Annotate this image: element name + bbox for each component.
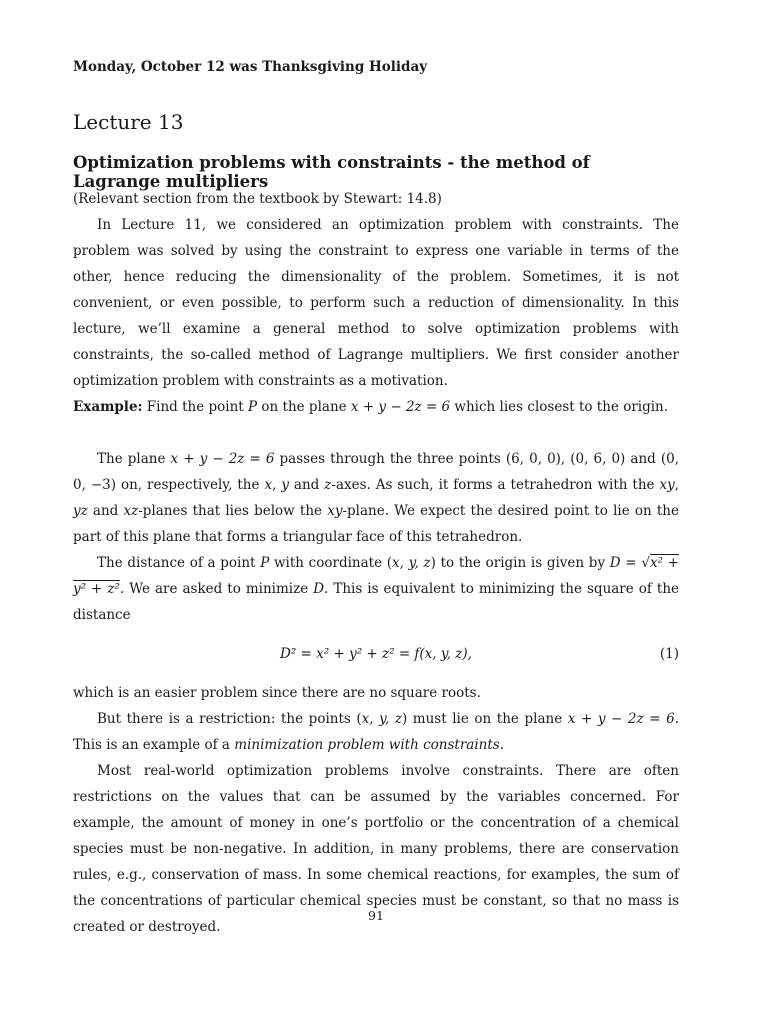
equation-number: (1): [659, 646, 679, 662]
body-text: [73, 186, 679, 940]
realworld-paragraph: Most real-world optimization problems involve constraints. There are often restrictions on the values that can be assumed by the variables concerned. For example, the amount of money in one’s portfolio or the concentration of a chemical species must be non-negative. In addition, in many problems, there are conservation rules, e.g., conservation of mass. In some chemical reactions, for examples, the sum of the concentrations of particular chemical species must be constant, so that no mass is created or destroyed.: [73, 763, 679, 935]
easier-text: which is an easier problem since there are no square roots.: [73, 685, 481, 701]
emphasis-text: minimization problem with constraints: [234, 737, 500, 753]
lecture-title: Lecture 13: [73, 110, 184, 134]
section-title: Optimization problems with constraints - the method of Lagrange multipliers: [73, 153, 590, 191]
spacer: [73, 420, 679, 446]
page-number: 91: [368, 908, 384, 923]
equation-text: D² = x² + y² + z² = f(x, y, z),: [280, 646, 472, 662]
textbook-reference: (Relevant section from the textbook by Stewart: 14.8): [73, 191, 442, 207]
equation-1: [73, 628, 679, 680]
holiday-note: Monday, October 12 was Thanksgiving Holiday: [73, 59, 428, 75]
distance-paragraph: The distance of a point P with coordinate (x, y, z) to the origin is given by D = √x² + y² + z². We are asked to minimize D. This is equivalent to minimizing the square of the distance: [73, 555, 679, 623]
restriction-paragraph: But there is a restriction: the points (x, y, z) must lie on the plane x + y − 2z = 6. This is an example of a minimization problem with constraints.: [73, 711, 679, 753]
square-root-term: x² + y² + z²: [73, 555, 679, 597]
example-paragraph: Example: Find the point P on the plane x + y − 2z = 6 which lies closest to the origin.: [73, 399, 669, 415]
plane-paragraph: The plane x + y − 2z = 6 passes through the three points (6, 0, 0), (0, 6, 0) and (0, 0, −3) on, respectively, the x, y and z-axes. As such, it forms a tetrahedron with the xy, yz and xz-planes that lies below the xy-plane. We expect the desired point to lie on the part of this plane that forms a triangular face of this tetrahedron.: [73, 451, 680, 545]
example-label: Example:: [73, 399, 143, 415]
plane-equation: x + y − 2z = 6: [350, 399, 451, 415]
intro-paragraph: In Lecture 11, we considered an optimization problem with constraints. The problem was solved by using the constraint to express one variable in terms of the other, hence reducing the dimensionality of the problem. Sometimes, it is not convenient, or even possible, to perform such a reduction of dimensionality. In this lecture, we’ll examine a general method to solve optimization problems with constraints, the so-called method of Lagrange multipliers. We first consider another optimization problem with constraints as a motivation.: [73, 217, 679, 389]
